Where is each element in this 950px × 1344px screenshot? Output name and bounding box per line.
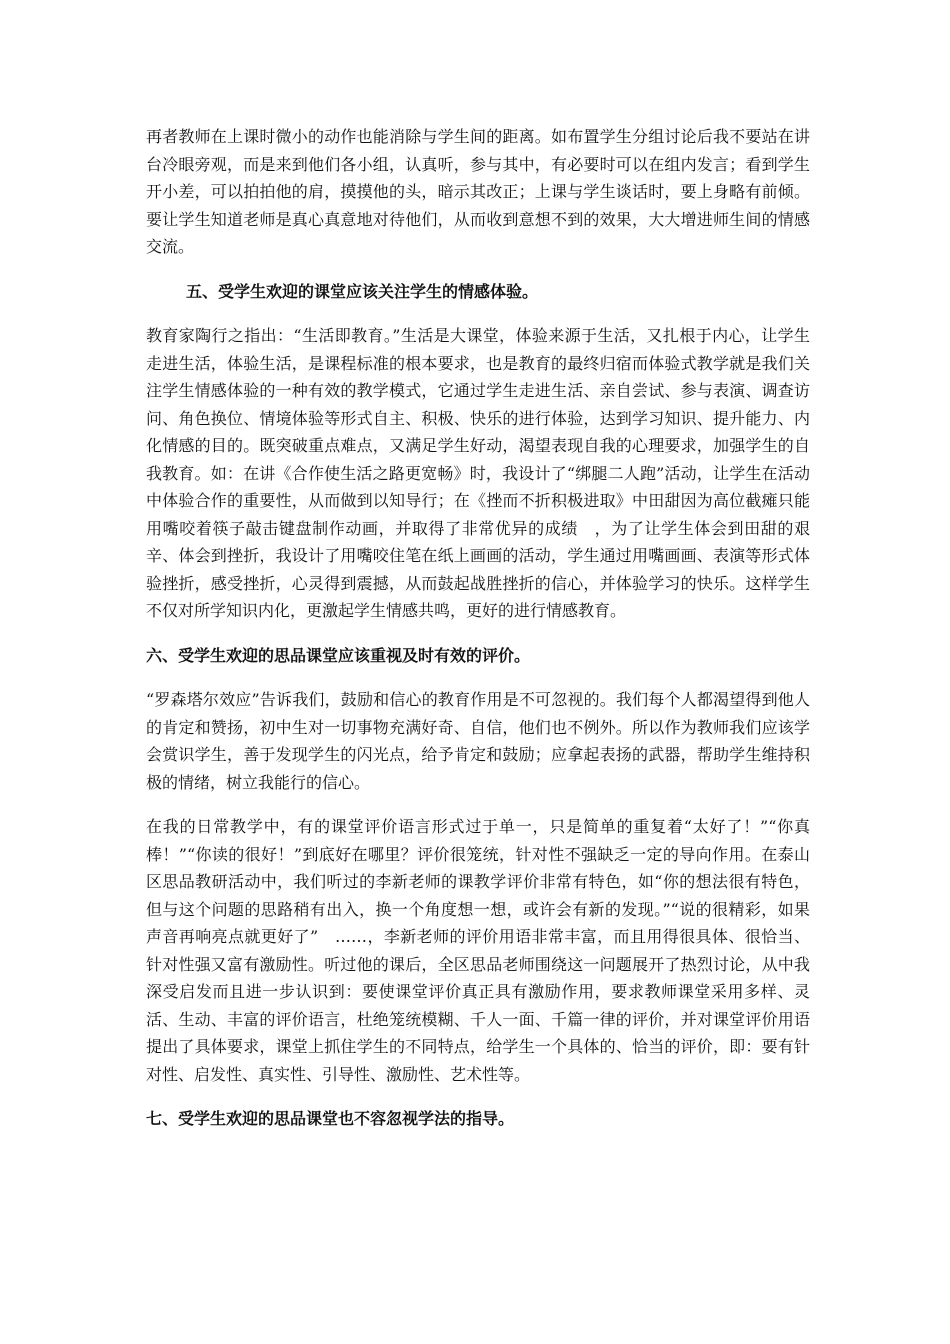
paragraph-rosenthal-effect: “罗森塔尔效应”告诉我们，鼓励和信心的教育作用是不可忽视的。我们每个人都渴望得到他人的肯定和赞扬，初中生对一切事物充满好奇、自信，他们也不例外。所以作为教师我们应该学会赏识学生，善于发现学生的闪光点，给予肯定和鼓励；应拿起表扬的武器，帮助学生维持积极的情绪，树立我能行的信心。 [146, 690, 810, 792]
section-heading-6: 六、受学生欢迎的思品课堂应该重视及时有效的评价。 [146, 645, 531, 665]
section-heading-7: 七、受学生欢迎的思品课堂也不容忽视学法的指导。 [146, 1109, 515, 1128]
paragraph-classroom-evaluation: 在我的日常教学中，有的课堂评价语言形式过于单一，只是简单的重复着“太好了！”“你真棒！”“你读的很好！”到底好在哪里？评价很笼统，针对性不强缺乏一定的导向作用。在泰山区思品教研活动中，我们听过的李新老师的课教学评价非常有特色，如“你的想法很有特色，但与这个问题的思路稍有出入，换一个角度想一想，或许会有新的发现。”“说的很精彩，如果声音再响亮点就更好了” ……，李新老师的评价用语非常丰富，而且用得很具体、很恰当、针对性强又富有激励性。听过他的课后，全区思品老师围绕这一问题展开了热烈讨论，从中我深受启发而且进一步认识到：要使课堂评价真正具有激励作用，要求教师课堂采用多样、灵活、生动、丰富的评价语言，杜绝笼统模糊、千人一面、千篇一律的评价，并对课堂评价用语提出了具体要求，课堂上抓住学生的不同特点，给学生一个具体的、恰当的评价，即：要有针对性、启发性、真实性、引导性、激励性、艺术性等。 [146, 817, 810, 1084]
section-heading-5: 五、受学生欢迎的课堂应该关注学生的情感体验。 [186, 281, 539, 301]
paragraph-teacher-gestures: 再者教师在上课时微小的动作也能消除与学生间的距离。如布置学生分组讨论后我不要站在讲台冷眼旁观，而是来到他们各小组，认真听，参与其中，有必要时可以在组内发言；看到学生开小差，可以拍拍他的肩，摸摸他的头，暗示其改正；上课与学生谈话时，要上身略有前倾。要让学生知道老师是真心真意地对待他们，从而收到意想不到的效果，大大增进师生间的情感交流。 [146, 127, 810, 256]
paragraph-emotional-experience: 教育家陶行之指出：“生活即教育。”生活是大课堂，体验来源于生活，又扎根于内心，让学生走进生活，体验生活，是课程标准的根本要求，也是教育的最终归宿而体验式教学就是我们关注学生情感体验的一种有效的教学模式，它通过学生走进生活、亲自尝试、参与表演、调查访问、角色换位、情境体验等形式自主、积极、快乐的进行体验，达到学习知识、提升能力、内化情感的目的。既突破重点难点，又满足学生好动，渴望表现自我的心理要求，加强学生的自我教育。如：在讲《合作使生活之路更宽畅》时，我设计了“绑腿二人跑”活动，让学生在活动中体验合作的重要性，从而做到以知导行；在《挫而不折积极进取》中田甜因为高位截瘫只能用嘴咬着筷子敲击键盘制作动画，并取得了非常优异的成绩 ，为了让学生体会到田甜的艰辛、体会到挫折，我设计了用嘴咬住笔在纸上画画的活动，学生通过用嘴画画、表演等形式体验挫折，感受挫折，心灵得到震撼，从而鼓起战胜挫折的信心，并体验学习的快乐。这样学生不仅对所学知识内化，更激起学生情感共鸣，更好的进行情感教育。 [146, 326, 810, 620]
document-page [146, 123, 810, 1150]
